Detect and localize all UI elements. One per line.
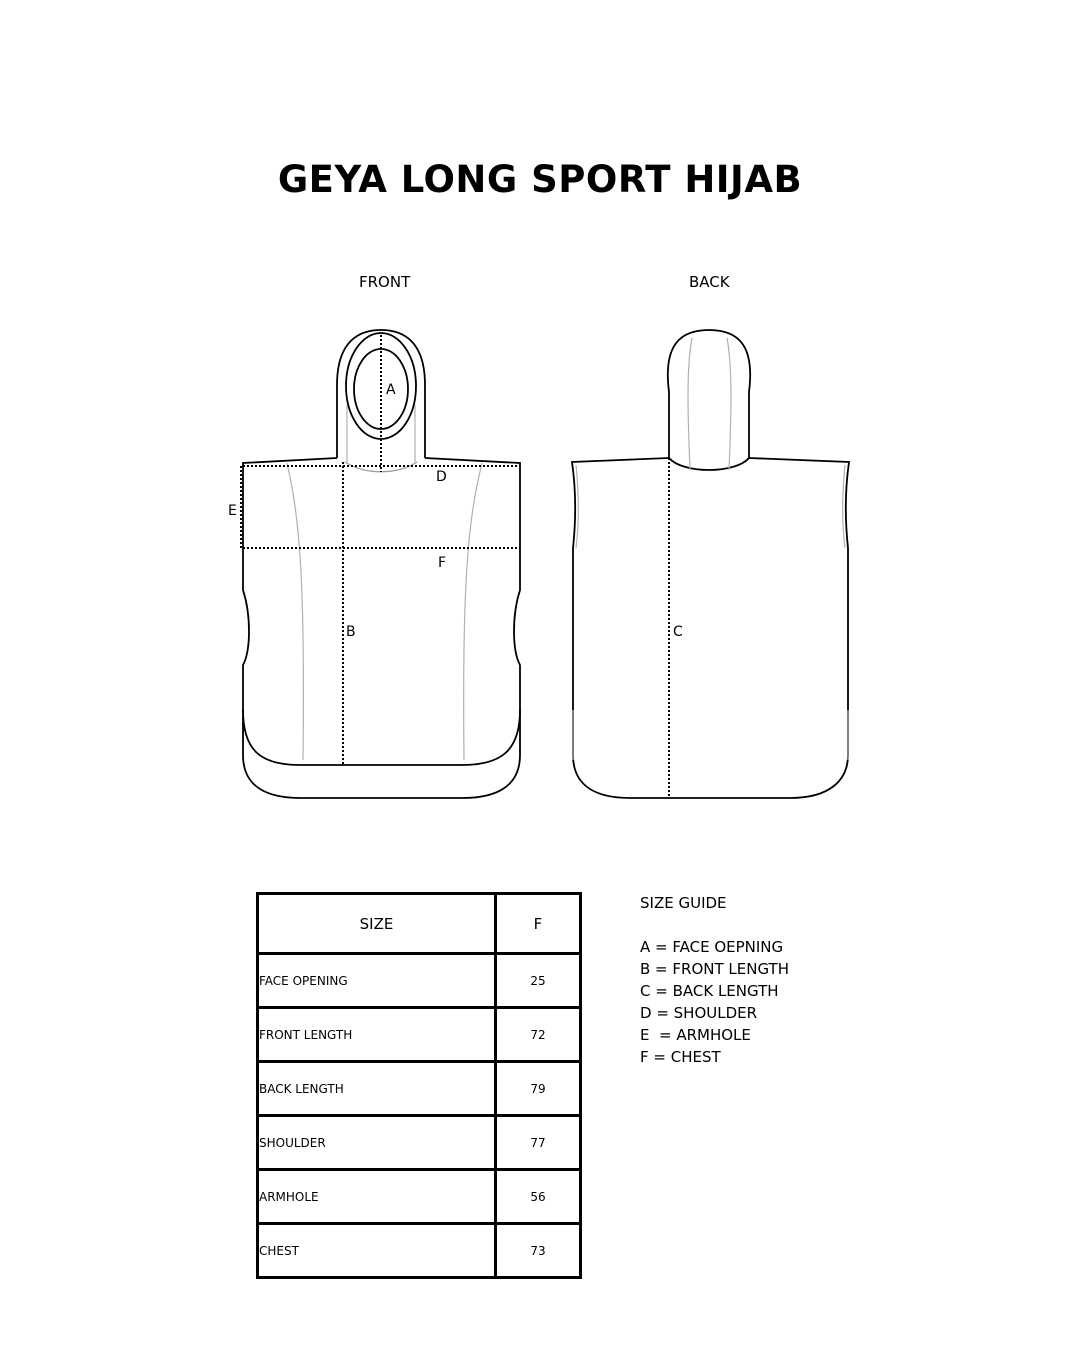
size-guide-title: SIZE GUIDE [640, 894, 727, 912]
measurement-name: BACK LENGTH [258, 1062, 496, 1116]
measurement-value: 56 [496, 1170, 581, 1224]
size-column-header: SIZE [258, 894, 496, 954]
table-row [258, 954, 581, 1008]
size-guide-item: F = CHEST [640, 1048, 721, 1066]
table-row [258, 1062, 581, 1116]
measurement-value: 73 [496, 1224, 581, 1278]
back-body-outline [572, 458, 849, 798]
back-view-drawing [572, 330, 849, 798]
marker-b: B [346, 624, 356, 640]
front-hem-inner [243, 710, 520, 765]
size-guide [640, 892, 789, 1068]
size-guide-item: B = FRONT LENGTH [640, 960, 789, 978]
table-row [258, 1116, 581, 1170]
back-hood-outline [668, 330, 750, 470]
front-view-drawing [241, 330, 520, 798]
front-hood-seam [347, 405, 415, 462]
measurement-name: FRONT LENGTH [258, 1008, 496, 1062]
measurement-name: SHOULDER [258, 1116, 496, 1170]
measurement-value: 77 [496, 1116, 581, 1170]
measurement-name: FACE OPENING [258, 954, 496, 1008]
marker-d: D [436, 469, 447, 485]
marker-a: A [386, 382, 396, 398]
table-row [258, 1008, 581, 1062]
back-view-label: BACK [689, 273, 730, 291]
measurement-value: 72 [496, 1008, 581, 1062]
table-row [258, 1170, 581, 1224]
size-table [256, 892, 582, 1279]
front-body-outline [243, 458, 520, 798]
marker-c: C [673, 624, 683, 640]
size-guide-item: E = ARMHOLE [640, 1026, 751, 1044]
size-guide-item: A = FACE OEPNING [640, 938, 784, 956]
front-panel-seam-left [287, 463, 303, 760]
front-view-label: FRONT [359, 273, 411, 291]
marker-f: F [438, 555, 447, 571]
measurement-value: 25 [496, 954, 581, 1008]
size-guide-item: D = SHOULDER [640, 1004, 758, 1022]
size-guide-item: C = BACK LENGTH [640, 982, 779, 1000]
marker-e: E [228, 503, 237, 519]
measurement-value: 79 [496, 1062, 581, 1116]
back-hood-seam-right [727, 338, 731, 470]
size-table-header-row [258, 894, 581, 954]
table-row [258, 1224, 581, 1278]
front-panel-seam-right [464, 463, 482, 760]
f-column-header: F [496, 894, 581, 954]
back-hood-seam-left [688, 338, 692, 470]
page-title: GEYA LONG SPORT HIJAB [277, 158, 803, 201]
measurement-name: CHEST [258, 1224, 496, 1278]
measurement-name: ARMHOLE [258, 1170, 496, 1224]
